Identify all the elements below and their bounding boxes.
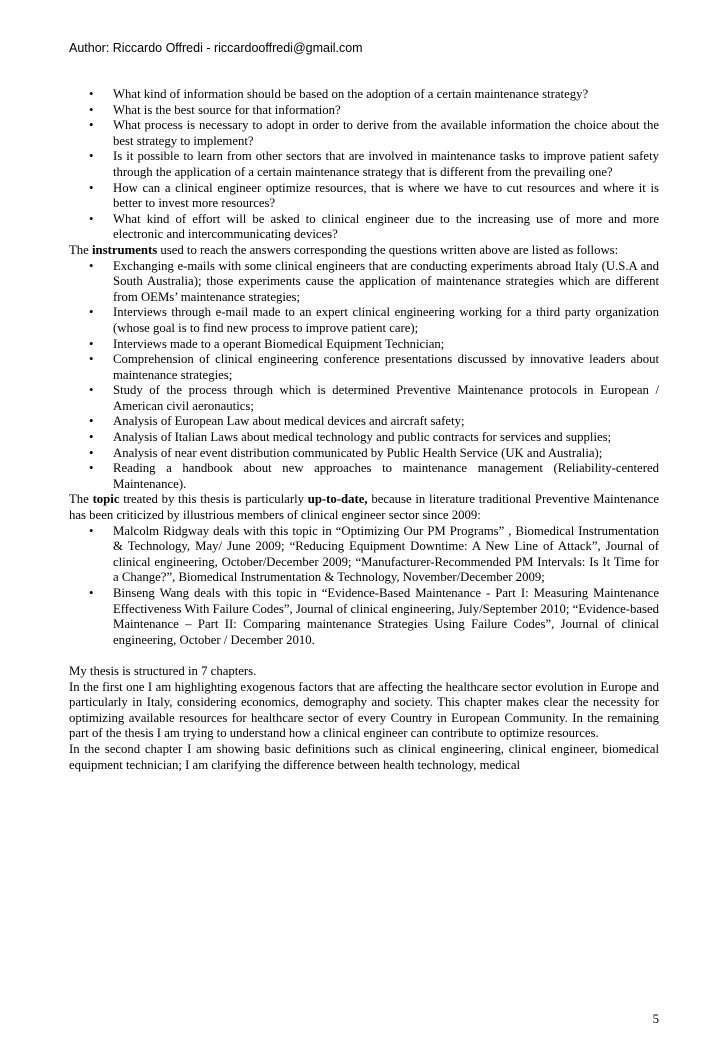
page-body (69, 87, 659, 773)
list-item: • What kind of effort will be asked to clinical engineer due to the increasing use of more and more electronic and intercommunicating devices? (69, 212, 659, 243)
instruments-list (69, 259, 659, 493)
list-item: • Study of the process through which is determined Preventive Maintenance protocols in European / American civil aeronautics; (69, 383, 659, 414)
references-list (69, 524, 659, 649)
list-item: • Interviews made to a operant Biomedical Equipment Technician; (69, 337, 659, 353)
up-to-date-keyword: up-to-date, (307, 492, 368, 507)
topic-keyword: topic (92, 492, 120, 507)
chapter-2-paragraph: In the second chapter I am showing basic definitions such as clinical engineering, clinical engineer, biomedical equipment technician; I am clarifying the difference between health technology, medical (69, 741, 659, 772)
list-item: • Is it possible to learn from other sectors that are involved in maintenance tasks to improve patient safety through the application of a certain maintenance strategy that is different from the prevailing one? (69, 149, 659, 180)
topic-paragraph: The topic treated by this thesis is particularly up-to-date, because in literature traditional Preventive Maintenance has been criticized by illustrious members of clinical engineer sector since 2009: (69, 492, 659, 523)
instruments-paragraph: The instruments used to reach the answers corresponding the questions written above are listed as follows: (69, 242, 619, 257)
list-item: • What process is necessary to adopt in order to derive from the available information the choice about the best strategy to implement? (69, 118, 659, 149)
list-item: • How can a clinical engineer optimize resources, that is where we have to cut resources and where it is better to invest more resources? (69, 181, 659, 212)
structure-intro: My thesis is structured in 7 chapters. (69, 663, 257, 678)
list-item: • Interviews through e-mail made to an expert clinical engineering working for a third party organization (whose goal is to find new process to improve patient care); (69, 305, 659, 336)
list-item: • Reading a handbook about new approaches to maintenance management (Reliability-centered Maintenance). (69, 461, 659, 492)
list-item: • What kind of information should be based on the adoption of a certain maintenance strategy? (69, 87, 659, 103)
questions-list (69, 87, 659, 243)
instruments-keyword: instruments (92, 242, 158, 257)
list-item: • Binseng Wang deals with this topic in “Evidence-Based Maintenance - Part I: Measuring Maintenance Effectiveness With Failure Codes”, Journal of clinical engineering, July/September 2010; “Evidence-based Maintenance – Part II: Comparing maintenance Strategies Using Failure Codes”, Journal of clinical engineering, October / December 2010. (69, 586, 659, 648)
list-item: • Analysis of European Law about medical devices and aircraft safety; (69, 414, 659, 430)
list-item: • Analysis of near event distribution communicated by Public Health Service (UK and Australia); (69, 446, 659, 462)
page-header: Author: Riccardo Offredi - riccardooffredi@gmail.com (69, 41, 363, 55)
list-item: • Malcolm Ridgway deals with this topic in “Optimizing Our PM Programs” , Biomedical Instrumentation & Technology, May/ June 2009; “Reducing Equipment Downtime: A New Line of Attack”, Journal of clinical engineering, October/December 2009; “Manufacturer-Recommended PM Intervals: Is It Time for a Change?”, Biomedical Instrumentation & Technology, November/December 2009; (69, 524, 659, 586)
list-item: • Exchanging e-mails with some clinical engineers that are conducting experiments abroad Italy (U.S.A and South Australia); those experiments cause the application of maintenance strategies which are different from OEMs’ maintenance strategies; (69, 259, 659, 306)
chapter-1-paragraph: In the first one I am highlighting exogenous factors that are affecting the healthcare sector evolution in Europe and particularly in Italy, considering economics, demography and society. This chapter makes clear the necessity for optimizing available resources for healthcare sector of every Country in European Community. In the remaining part of the thesis I am trying to understand how a clinical engineer can contribute to optimize resources. (69, 679, 659, 741)
list-item: • What is the best source for that information? (69, 103, 659, 119)
list-item: • Comprehension of clinical engineering conference presentations discussed by innovative leaders about maintenance strategies; (69, 352, 659, 383)
page-number: 5 (652, 1012, 659, 1026)
list-item: • Analysis of Italian Laws about medical technology and public contracts for services and supplies; (69, 430, 659, 446)
